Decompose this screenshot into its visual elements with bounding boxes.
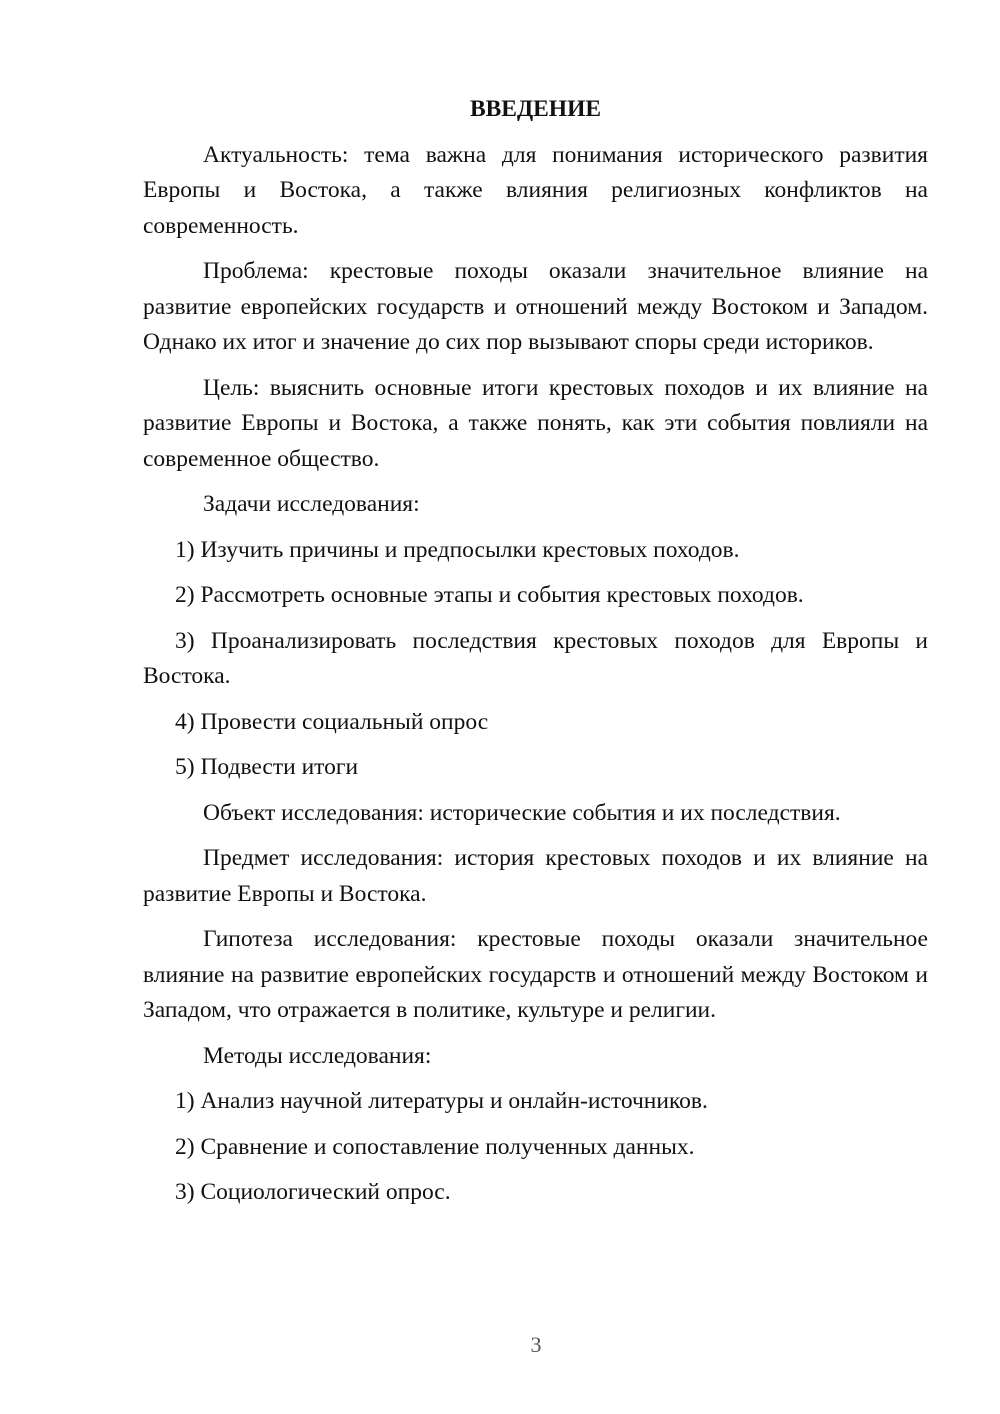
problem-paragraph: Проблема: крестовые походы оказали значительное влияние на развитие европейских государств и отношений между Востоком и Западом. Однако их итог и значение до сих пор вызывают споры среди историков. [143, 258, 928, 355]
page-content [143, 92, 928, 1221]
task-item-3: 3) Проанализировать последствия крестовых походов для Европы и Востока. [143, 627, 928, 689]
method-item-2: 2) Сравнение и сопоставление полученных данных. [175, 1133, 695, 1160]
goal-paragraph: Цель: выяснить основные итоги крестовых походов и их влияние на развитие Европы и Востока, а также понять, как эти события повлияли на современное общество. [143, 374, 928, 472]
task-item-5: 5) Подвести итоги [175, 754, 359, 780]
method-item-3: 3) Социологический опрос. [175, 1179, 451, 1205]
task-item-1: 1) Изучить причины и предпосылки крестовых походов. [175, 536, 740, 563]
subject-paragraph: Предмет исследования: история крестовых походов и их влияние на развитие Европы и Востока. [143, 845, 928, 907]
method-item-1: 1) Анализ научной литературы и онлайн-источников. [175, 1088, 708, 1114]
methods-heading: Методы исследования: [203, 1042, 432, 1069]
page-title: ВВЕДЕНИЕ [469, 96, 602, 122]
tasks-heading: Задачи исследования: [203, 491, 420, 517]
task-item-4: 4) Провести социальный опрос [175, 708, 489, 735]
page-number: 3 [530, 1332, 542, 1357]
hypothesis-paragraph: Гипотеза исследования: крестовые походы оказали значительное влияние на развитие европейских государств и отношений между Востоком и Западом, что отражается в политике, культуре и религии. [143, 926, 928, 1023]
object-paragraph: Объект исследования: исторические события и их последствия. [203, 799, 841, 826]
relevance-paragraph: Актуальность: тема важна для понимания исторического развития Европы и Востока, а также влияния религиозных конфликтов на современность. [143, 141, 928, 239]
task-item-2: 2) Рассмотреть основные этапы и события крестовых походов. [175, 582, 804, 608]
